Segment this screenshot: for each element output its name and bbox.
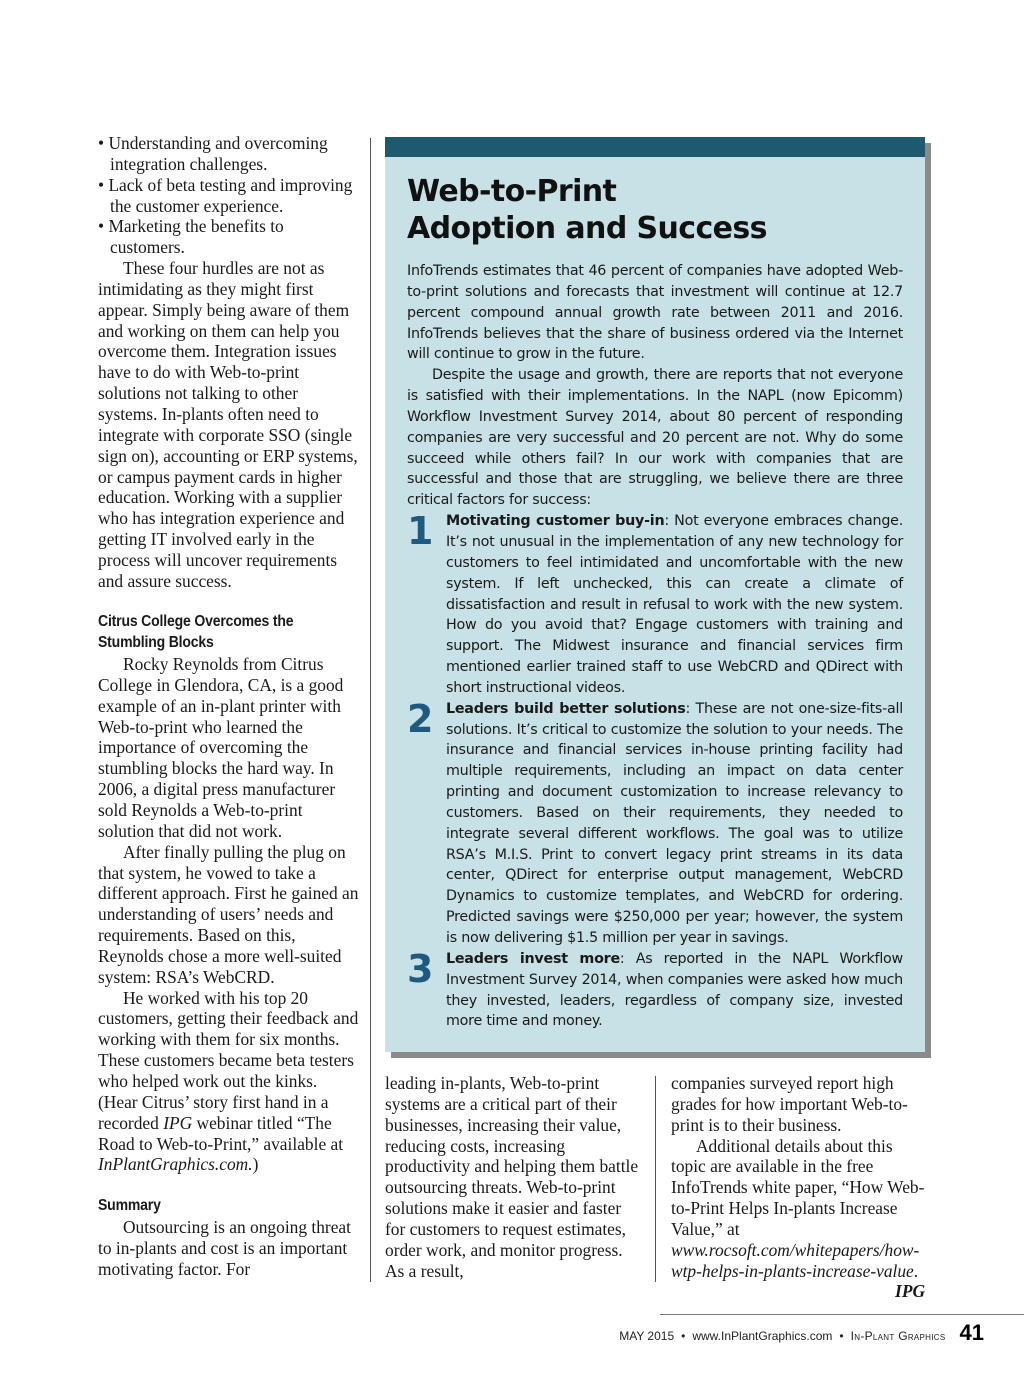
citrus-paragraph-2: After finally pulling the plug on that system, he vowed to take a different approach. First he gained an understanding of users’ needs and requirements. Based on this, Reynolds chose a more well-suited system: RSA’s WebCRD.: [98, 841, 359, 987]
middle-paragraph: leading in-plants, Web-to-print systems are a critical part of their businesses, increasing their value, reducing costs, increasing productivity and helping them battle outsourcing threats. Web-to-print solutions make it easier and faster for customers to request estimates, order work, and monitor progress. As a result,: [385, 1073, 639, 1281]
footer-bullet: •: [681, 1329, 686, 1343]
factor-number: 1: [407, 509, 434, 554]
factor-number: 2: [407, 696, 434, 741]
sidebar-box: [385, 137, 925, 1052]
rocsoft-link[interactable]: www.rocsoft.com/whitepapers/how-wtp-helps-in-plants-increase-value: [671, 1239, 920, 1281]
left-column: [98, 133, 360, 1279]
citrus-heading: Citrus College Overcomes the Stumbling Blocks: [98, 613, 294, 652]
factor-lead: Leaders invest more: [446, 950, 620, 967]
column-rule-bottom: [655, 1076, 656, 1282]
sidebar-title: Web-to-Print Adoption and Success: [407, 174, 767, 246]
sidebar-top-bar: [385, 137, 925, 157]
sidebar-paragraph-2: Despite the usage and growth, there are reports that not everyone is satisfied with their implementations. In the NAPL (now Epicomm) Workflow Investment Survey 2014, about 80 percent of responding companies are very successful and 20 percent are not. Why do some succeed while others fail? In our work with companies that are successful and those that are struggling, we believe there are three critical factors for success:: [407, 367, 903, 509]
summary-paragraph: Outsourcing is an ongoing threat to in-plants and cost is an important motivating factor. For: [98, 1216, 351, 1279]
page-footer: [619, 1320, 984, 1346]
bullet-item: • Understanding and overcoming integration challenges.: [98, 133, 328, 174]
bullet-text: Marketing the benefits to customers.: [108, 216, 284, 258]
factor-number: 3: [407, 946, 434, 991]
factor-lead: Motivating customer buy-in: [446, 513, 665, 530]
inplantgraphics-link[interactable]: InPlantGraphics.com.: [98, 1154, 253, 1175]
middle-column: [385, 1073, 639, 1281]
bullet-text: Lack of beta testing and improving the customer experience.: [108, 174, 353, 216]
summary-heading: Summary: [98, 1197, 161, 1215]
footer-rule: [660, 1314, 1024, 1315]
sidebar-body: [407, 261, 903, 1032]
bullet-item: • Marketing the benefits to customers.: [98, 216, 284, 258]
factor-item: [407, 511, 903, 699]
sidebar-paragraph-1: InfoTrends estimates that 46 percent of companies have adopted Web-to-print solutions and forecasts that investment will continue at 12.7 percent compound annual growth rate between 2011 and 2016. InfoTrends believes that the share of business ordered via the Internet will continue to grow in the future.: [407, 263, 903, 363]
factor-text: : As reported in the NAPL Workflow Investment Survey 2014, when companies were asked how much they invested, leaders, regardless of company size, invested more time and money.: [446, 950, 903, 1030]
right-paragraph-2: Additional details about this topic are available in the free InfoTrends white paper, “How Web-to-Print Helps In-plants Increase Value,” at www.rocsoft.com/whitepapers/how-wtp-helps-in-plants-increase-value. IPG: [671, 1135, 925, 1302]
page-number: 41: [959, 1320, 984, 1345]
citrus-paragraph-3: He worked with his top 20 customers, getting their feedback and working with them for six months. These customers became beta testers who helped work out the kinks. (Hear Citrus’ story first hand in a recorded IPG webinar titled “The Road to Web-to-Print,” available at InPlantGraphics.com.): [98, 987, 359, 1175]
intro-paragraph: These four hurdles are not as intimidating as they might first appear. Simply being aware of them and working on them can help you overcome them. Integration issues have to do with Web-to-print solutions not talking to other systems. In-plants often need to integrate with corporate SSO (single sign on), accounting or ERP systems, or campus payment cards in higher education. Working with a supplier who has integration experience and getting IT involved early in the process will uncover requirements and assure success.: [98, 258, 358, 591]
column-rule-left: [370, 138, 371, 1282]
factor-text: : Not everyone embraces change. It’s not unusual in the implementation of any new technology for customers to feel intimidated and uncomfortable with the new system. If left unchecked, this can create a climate of dissatisfaction and result in refusal to work with the new system. How do you avoid that? Engage customers with training and support. The Midwest insurance and financial services firm mentioned earlier trained staff to use WebCRD and QDirect with short instructional videos.: [446, 513, 903, 696]
footer-bullet: •: [839, 1329, 844, 1343]
right-column: [671, 1073, 925, 1302]
factor-lead: Leaders build better solutions: [446, 700, 686, 717]
footer-url[interactable]: www.InPlantGraphics.com: [692, 1329, 833, 1343]
bullet-item: • Lack of beta testing and improving the customer experience.: [98, 174, 353, 216]
right-paragraph-1: companies surveyed report high grades for how important Web-to-print is to their business.: [671, 1073, 908, 1135]
citrus-paragraph-1: Rocky Reynolds from Citrus College in Glendora, CA, is a good example of an in-plant printer with Web-to-print who learned the importance of overcoming the stumbling blocks the hard way. In 2006, a digital press manufacturer sold Reynolds a Web-to-print solution that did not work.: [98, 654, 344, 841]
ipg-signoff: IPG: [895, 1281, 925, 1302]
footer-magazine: In-Plant Graphics: [850, 1329, 946, 1343]
factor-item: [407, 946, 903, 1032]
factor-item: [407, 696, 903, 949]
bullet-text: Understanding and overcoming integration challenges.: [108, 133, 328, 174]
footer-date: MAY 2015: [619, 1329, 675, 1343]
factor-text: : These are not one-size-fits-all solutions. It’s critical to customize the solution to your needs. The insurance and financial services in-house printing facility had multiple requirements, including an impact on data center printing and document customization to increase relevancy to customers. Based on their requirements, they needed to integrate several different workflows. The goal was to utilize RSA’s M.I.S. Print to convert legacy print streams in its data center, QDirect for enterprise output management, WebCRD Dynamics to customize templates, and WebCRD for ordering. Predicted savings were $250,000 per year; however, the system is now delivering $1.5 million per year in savings.: [446, 700, 903, 946]
